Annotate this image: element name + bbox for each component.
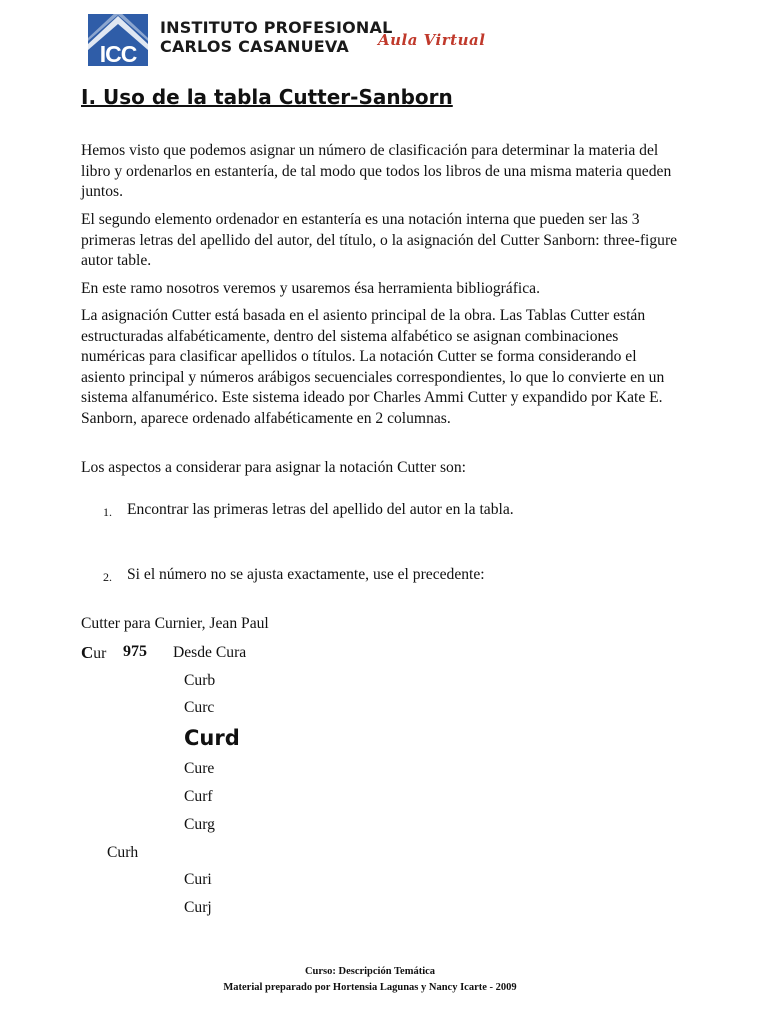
institute-name-line2: CARLOS CASANUEVA — [160, 37, 349, 56]
cutter-initial: C — [81, 643, 94, 662]
cutter-number: 975 — [123, 643, 147, 660]
aula-virtual-label: Aula Virtual — [378, 31, 486, 49]
entry-curc: Curc — [184, 699, 215, 716]
list-number-1: 1. — [103, 505, 112, 519]
paragraph-1: Hemos visto que podemos asignar un número de clasificación para determinar la materia del libro y ordenarlos en estantería, de tal modo que todos los libros de una misma materia queden juntos. — [81, 142, 672, 200]
page-header — [88, 14, 518, 68]
entry-curi: Curi — [184, 871, 212, 888]
institute-name-line1: INSTITUTO PROFESIONAL — [160, 18, 393, 37]
paragraph-3: En este ramo nosotros veremos y usaremos ésa herramienta bibliográfica. — [81, 280, 540, 297]
example-heading: Cutter para Curnier, Jean Paul — [81, 615, 269, 632]
cutter-letters: ur — [93, 645, 107, 662]
desde-label: Desde Cura — [173, 644, 247, 661]
institute-logo — [88, 14, 148, 66]
list-number-2: 2. — [103, 570, 112, 584]
cutter-notation — [81, 643, 106, 663]
entry-curg: Curg — [184, 816, 215, 833]
paragraph-2: El segundo elemento ordenador en estantería es una notación interna que pueden ser las 3 primeras letras del apellido del autor, del título, o la asignación del Cutter Sanborn: three-figure autor table. — [81, 211, 678, 269]
footer-course: Curso: Descripción Temática — [304, 966, 436, 977]
entry-curd-highlighted: Curd — [184, 726, 240, 750]
entry-curj: Curj — [184, 899, 212, 916]
section-title: I. Uso de la tabla Cutter-Sanborn — [81, 85, 453, 109]
entry-cure: Cure — [184, 760, 215, 777]
paragraph-4: La asignación Cutter está basada en el asiento principal de la obra. Las Tablas Cutter están estructuradas alfabéticamente, dentro del sistema alfabético se asignan combinaciones numéricas para clasificar apellidos o títulos. La notación Cutter se forma considerando el asiento principal y números arábigos secuenciales correspondientes, lo que lo convierte en un sistema alfanumérico. Este sistema ideado por Charles Ammi Cutter y expandido por Kate E. Sanborn, aparece ordenado alfabéticamente en 2 columnas. — [81, 307, 665, 427]
list-item-2: Si el número no se ajusta exactamente, use el precedente: — [127, 566, 485, 583]
list-item-1: Encontrar las primeras letras del apellido del autor en la tabla. — [127, 501, 514, 518]
entry-curf: Curf — [184, 788, 213, 805]
institute-name — [160, 18, 392, 56]
entry-curb: Curb — [184, 672, 216, 689]
logo-letters: ICC — [99, 41, 137, 66]
footer-authors: Material preparado por Hortensia Lagunas y Nancy Icarte - 2009 — [223, 982, 517, 993]
paragraph-5: Los aspectos a considerar para asignar la notación Cutter son: — [81, 459, 466, 476]
entry-curh: Curh — [107, 844, 139, 861]
